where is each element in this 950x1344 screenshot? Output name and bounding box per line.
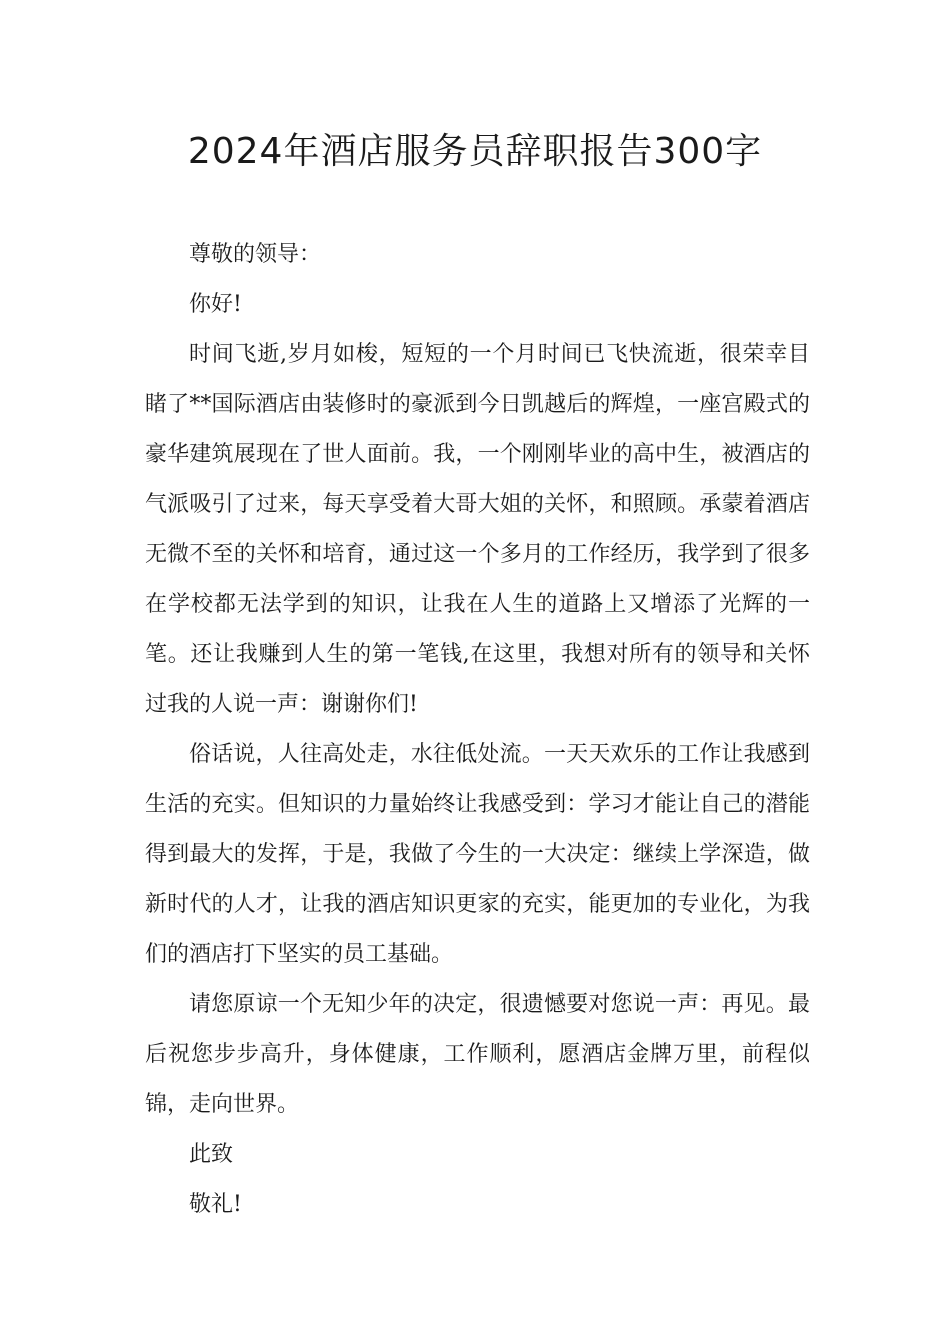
closing-line-2: 敬礼!: [189, 1192, 242, 1217]
salutation: 尊敬的领导：: [189, 242, 322, 267]
greeting: 你好!: [189, 292, 242, 317]
paragraph-2: 俗话说，人往高处走，水往低处流。一天天欢乐的工作让我感到生活的充实。但知识的力量始终让我感受到：学习才能让自己的潜能得到最大的发挥，于是，我做了今生的一大决定：继续上学深造，做新时代的人才，让我的酒店知识更家的充实，能更加的专业化，为我们的酒店打下坚实的员工基础。: [145, 742, 810, 967]
closing-line-1: 此致: [189, 1142, 234, 1167]
paragraph-3: 请您原谅一个无知少年的决定，很遗憾要对您说一声：再见。最后祝您步步高升，身体健康，工作顺利，愿酒店金牌万里，前程似锦，走向世界。: [145, 992, 810, 1117]
document-title: 2024年酒店服务员辞职报告300字: [187, 131, 763, 172]
paragraph-1: 时间飞逝,岁月如梭，短短的一个月时间已飞快流逝，很荣幸目睹了**国际酒店由装修时的豪派到今日凯越后的辉煌，一座宫殿式的豪华建筑展现在了世人面前。我，一个刚刚毕业的高中生，被酒店的气派吸引了过来，每天享受着大哥大姐的关怀，和照顾。承蒙着酒店无微不至的关怀和培育，通过这一个多月的工作经历，我学到了很多在学校都无法学到的知识，让我在人生的道路上又增添了光辉的一笔。还让我赚到人生的第一笔钱,在这里，我想对所有的领导和关怀过我的人说一声：谢谢你们!: [145, 342, 810, 717]
document-body: [145, 230, 810, 1230]
